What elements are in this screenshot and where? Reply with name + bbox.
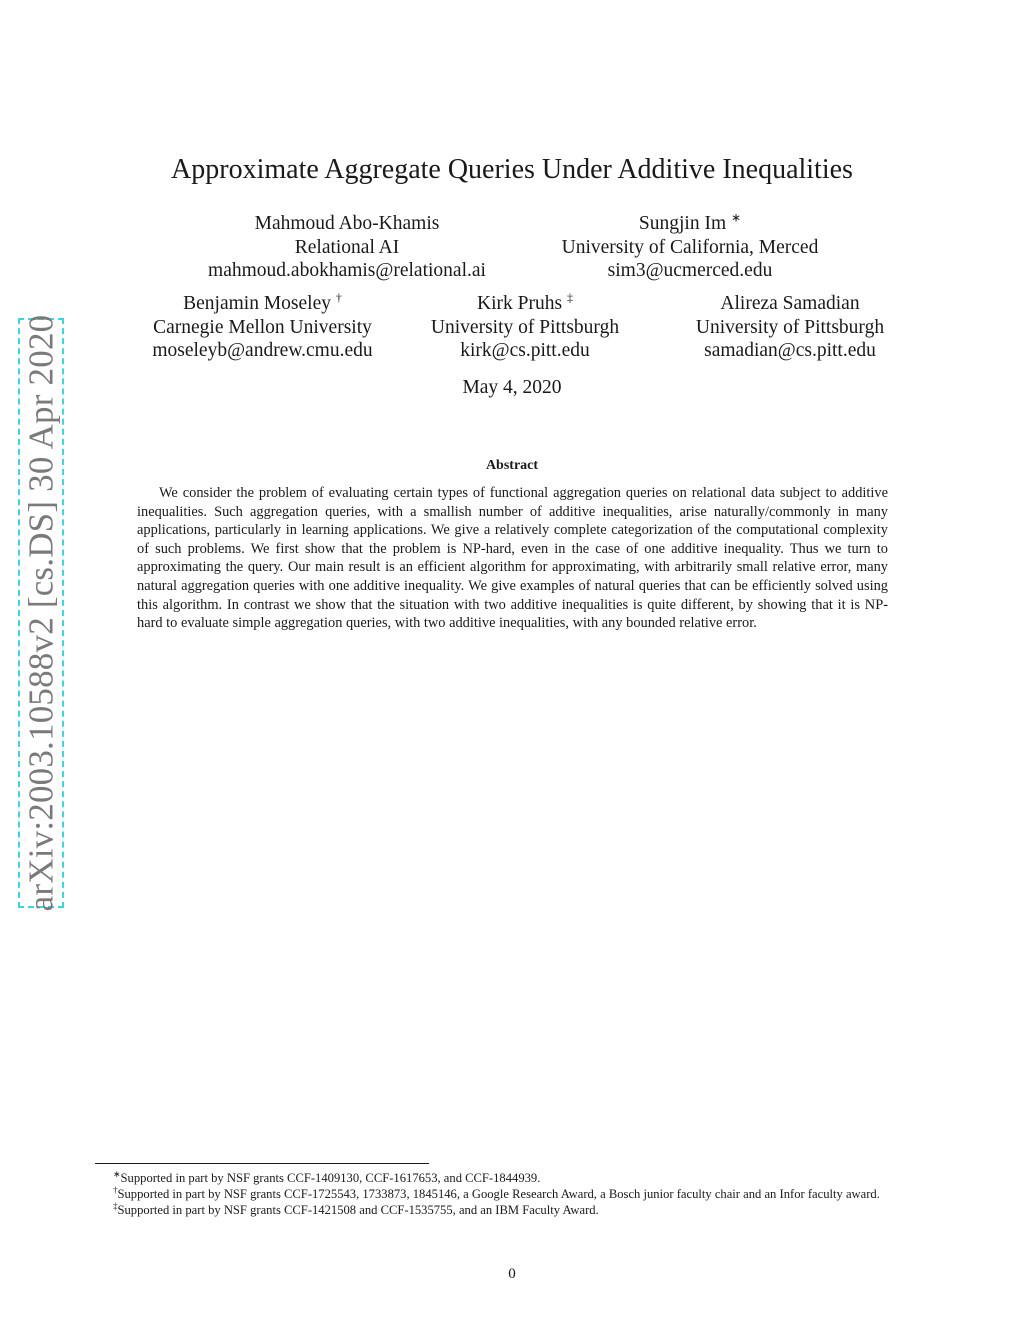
arxiv-stamp[interactable] bbox=[18, 314, 64, 912]
paper-title: Approximate Aggregate Queries Under Additive Inequalities bbox=[171, 154, 853, 185]
abstract-heading: Abstract bbox=[485, 458, 539, 473]
footnote-mark: ∗ bbox=[113, 1168, 121, 1179]
author-name: Sungjin Im bbox=[638, 213, 727, 234]
author-name: Alireza Samadian bbox=[720, 293, 860, 314]
author-affiliation: University of Pittsburgh bbox=[430, 316, 620, 338]
paper-date: May 4, 2020 bbox=[462, 377, 562, 398]
footnote-mark: ∗ bbox=[731, 210, 742, 225]
author-email: moseleyb@andrew.cmu.edu bbox=[152, 340, 373, 361]
author-email: mahmoud.abokhamis@relational.ai bbox=[208, 260, 486, 281]
author-affiliation: University of California, Merced bbox=[561, 236, 819, 258]
author-affiliation: Relational AI bbox=[294, 236, 400, 258]
author-block-4 bbox=[400, 292, 650, 363]
footnote-mark: † bbox=[335, 290, 342, 305]
footnote-text: Supported in part by NSF grants CCF-1421508 and CCF-1535755, and an IBM Faculty Award. bbox=[117, 1203, 599, 1217]
author-name: Kirk Pruhs bbox=[477, 293, 563, 314]
footnote-mark: † bbox=[113, 1184, 118, 1195]
author-email: samadian@cs.pitt.edu bbox=[704, 340, 876, 361]
abstract-text: We consider the problem of evaluating certain types of functional aggregation queries on relational data subject to additive inequalities. Such aggregation queries, with a smallish number of additive inequalities, arise naturally/commonly in many applications, particularly in learning applications. We give a relatively complete categorization of the computational complexity of such problems. We first show that the problem is NP-hard, even in the case of one additive inequality. Thus we turn to approximating the query. Our main result is an efficient algorithm for approximating, with arbitrarily small relative error, many natural aggregation queries with one additive inequality. We give examples of natural queries that can be efficiently solved using this algorithm. In contrast we show that the situation with two additive inequalities is quite different, by showing that it is NP-hard to evaluate simple aggregation queries, with two additive inequalities, with any bounded relative error. bbox=[137, 485, 888, 632]
footnote-text: Supported in part by NSF grants CCF-1409130, CCF-1617653, and CCF-1844939. bbox=[120, 1171, 541, 1185]
footnote-1 bbox=[95, 1170, 933, 1186]
author-block-3 bbox=[120, 292, 405, 363]
author-affiliation: Carnegie Mellon University bbox=[153, 316, 372, 338]
footnote-divider bbox=[95, 1163, 429, 1164]
arxiv-stamp-text: arXiv:2003.10588v2 [cs.DS] 30 Apr 2020 bbox=[21, 314, 61, 912]
footnote-2 bbox=[95, 1186, 933, 1202]
footnote-text: Supported in part by NSF grants CCF-1725543, 1733873, 1845146, a Google Research Award, a Bosch junior faculty chair and an Infor faculty award. bbox=[117, 1187, 880, 1201]
author-block-5 bbox=[650, 292, 930, 363]
footnotes bbox=[95, 1170, 933, 1218]
author-name: Benjamin Moseley bbox=[183, 293, 331, 314]
author-block-2 bbox=[520, 212, 860, 283]
footnote-3 bbox=[95, 1202, 933, 1218]
author-email: sim3@ucmerced.edu bbox=[607, 260, 773, 281]
page-number: 0 bbox=[508, 1266, 516, 1282]
footnote-mark: ‡ bbox=[566, 290, 573, 305]
author-block-1 bbox=[172, 212, 522, 283]
footnote-mark: ‡ bbox=[113, 1200, 118, 1211]
author-name: Mahmoud Abo-Khamis bbox=[254, 213, 440, 234]
author-affiliation: University of Pittsburgh bbox=[695, 316, 885, 338]
author-email: kirk@cs.pitt.edu bbox=[460, 340, 590, 361]
